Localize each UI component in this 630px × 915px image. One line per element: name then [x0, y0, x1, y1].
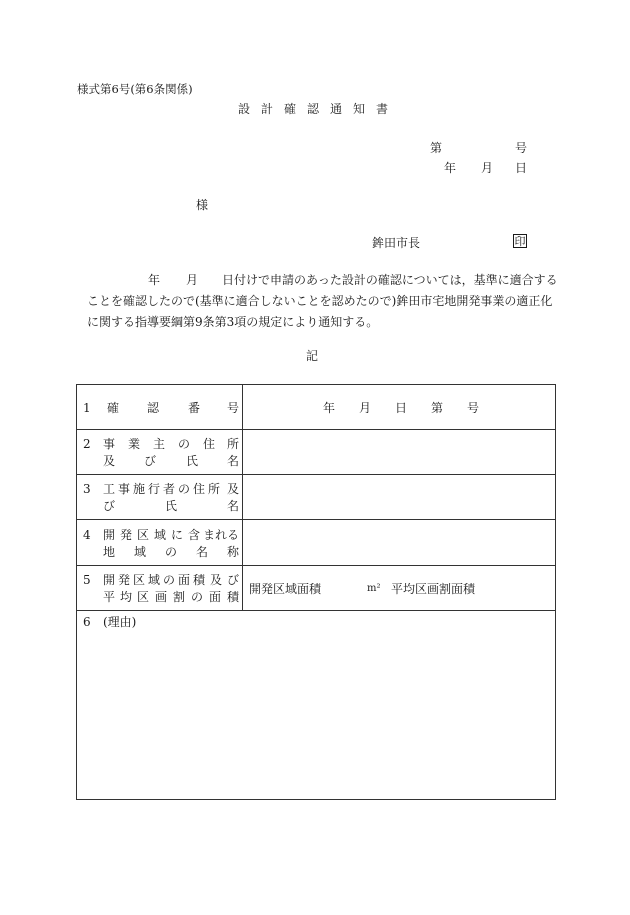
label-char: 地: [103, 545, 116, 559]
label-char: の: [191, 590, 204, 604]
avg-area-label: 平均区画割面積: [391, 582, 476, 596]
body-blank-month: 月: [186, 273, 199, 287]
date-year: 年: [444, 161, 457, 175]
reason-label: (理由): [103, 615, 137, 629]
body-line-3: に関する指導要綱第9条第3項の規定により通知する。: [87, 315, 379, 329]
label-char: 所: [227, 437, 240, 451]
confirmation-table: [76, 384, 556, 800]
value-year: 年: [323, 401, 336, 415]
label-char: 区: [133, 573, 146, 587]
addressee-honorific: 様: [196, 198, 209, 212]
area-unit: m²: [367, 583, 381, 594]
row-label-cell: [77, 566, 243, 610]
table-row: [77, 520, 555, 566]
label-char: 名: [196, 545, 209, 559]
label-char: 域: [148, 573, 161, 587]
body-line-2: ことを確認したので(基準に適合しないことを認めたので)鉾田市宅地開発事業の適正化: [87, 294, 553, 308]
value-day: 日: [395, 401, 408, 415]
label-char: 住: [193, 482, 206, 496]
value-dai: 第: [431, 401, 444, 415]
label-char: の: [178, 437, 191, 451]
label-char: 開: [103, 573, 116, 587]
label-char: 確: [107, 401, 120, 415]
label-char: 画: [155, 590, 168, 604]
label-char: 主: [153, 437, 166, 451]
label-char: 域: [134, 545, 147, 559]
issuer-name: 鉾田市長: [372, 236, 421, 250]
label-char: の: [165, 545, 178, 559]
label-char: 均: [120, 590, 133, 604]
row-label-cell: [77, 385, 243, 429]
label-char: 業: [128, 437, 141, 451]
document-title: 設計確認通知書: [238, 102, 400, 116]
label-char: 住: [203, 437, 216, 451]
row-label-cell: [77, 475, 243, 519]
value-month: 月: [359, 401, 372, 415]
table-row-reason: [77, 611, 555, 799]
label-char: 施: [133, 482, 146, 496]
label-char: 事: [103, 437, 116, 451]
label-char: 積: [193, 573, 206, 587]
label-char: 平: [103, 590, 116, 604]
row-number: 6: [83, 615, 91, 629]
label-char: 番: [188, 401, 201, 415]
row-number: 5: [83, 573, 91, 587]
label-char: 発: [118, 573, 131, 587]
label-char: 面: [178, 573, 191, 587]
body-blank-year: 年: [148, 273, 161, 287]
label-char: まれる: [203, 528, 240, 542]
label-char: び: [103, 499, 116, 513]
label-char: に: [171, 528, 184, 542]
ki-label: 記: [306, 349, 319, 363]
row-number: 1: [83, 401, 91, 415]
label-char: 称: [227, 545, 240, 559]
number-go: 号: [515, 141, 528, 155]
label-char: 区: [137, 590, 150, 604]
row-number: 4: [83, 528, 91, 542]
label-char: 氏: [165, 499, 178, 513]
table-row: [77, 430, 555, 475]
label-char: 事: [118, 482, 131, 496]
label-char: 者: [163, 482, 176, 496]
label-char: 面: [209, 590, 222, 604]
label-char: 含: [188, 528, 201, 542]
date-month: 月: [481, 161, 494, 175]
label-char: 及: [103, 454, 116, 468]
label-char: 号: [227, 401, 240, 415]
number-dai: 第: [430, 141, 443, 155]
label-char: び: [144, 454, 157, 468]
row-value-cell: [243, 566, 555, 610]
table-row: [77, 475, 555, 520]
label-char: 名: [227, 454, 240, 468]
label-char: 区: [137, 528, 150, 542]
table-row: [77, 566, 555, 611]
row-value-cell: [243, 475, 555, 519]
label-char: 行: [148, 482, 161, 496]
label-char: 割: [173, 590, 186, 604]
row-number: 2: [83, 437, 91, 451]
label-char: 積: [227, 590, 240, 604]
seal-mark: 印: [514, 235, 526, 248]
label-char: 及: [227, 482, 240, 496]
row-value-cell: [243, 520, 555, 565]
row-value-cell: [243, 430, 555, 474]
label-char: 所: [208, 482, 221, 496]
label-char: 氏: [186, 454, 199, 468]
row-label-cell: [77, 430, 243, 474]
row-value-cell: [243, 385, 555, 429]
body-line-1: 日付けで申請のあった設計の確認については，基準に適合する: [222, 273, 558, 287]
label-char: 域: [154, 528, 167, 542]
label-char: 名: [227, 499, 240, 513]
label-char: の: [178, 482, 191, 496]
row-label-cell: [77, 520, 243, 565]
label-char: の: [163, 573, 176, 587]
area-label: 開発区域面積: [249, 582, 322, 596]
label-char: 工: [103, 482, 116, 496]
label-char: び: [227, 573, 240, 587]
label-char: 開: [103, 528, 116, 542]
label-char: 発: [120, 528, 133, 542]
value-go: 号: [467, 401, 480, 415]
label-char: 認: [147, 401, 160, 415]
date-day: 日: [515, 161, 528, 175]
row-number: 3: [83, 482, 91, 496]
table-row: [77, 385, 555, 430]
form-number: 様式第6号(第6条関係): [77, 82, 193, 96]
label-char: 及: [210, 573, 223, 587]
